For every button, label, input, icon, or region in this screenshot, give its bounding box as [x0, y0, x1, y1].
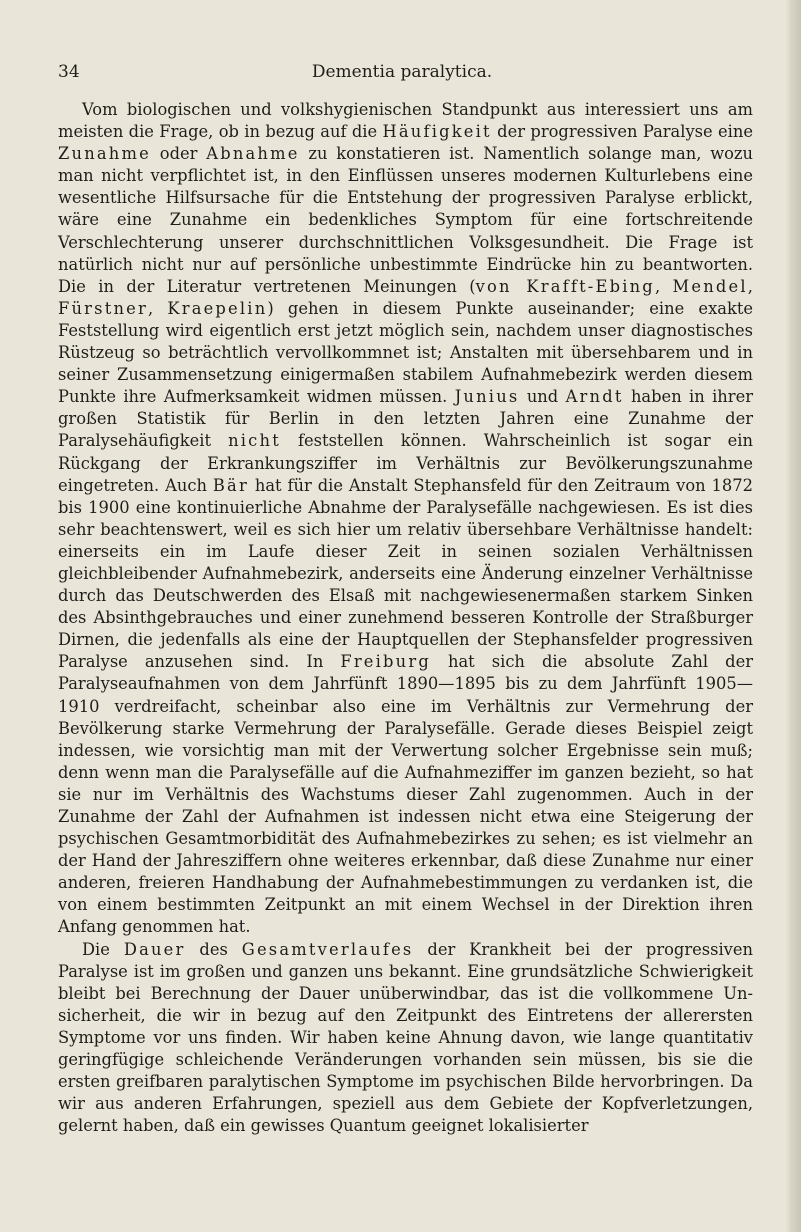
- text-run: zu konstatieren ist. Namentlich solange man, wozu man nicht verpflichtet ist, in den Einflüssen unseres modernen Kulturlebens eine wesentliche Hilfsursache für die Entstehung der progressiven Paralyse erblickt, wäre eine Zunahme ein bedenkliches Symptom für eine fortschreitende Verschlechterung unserer durchschnittlichen Volksgesundheit. Die Frage ist natürlich nicht nur auf persönliche unbestimmte Eindrücke hin zu beantworten. Die in der Literatur vertretenen Meinungen (: [58, 144, 753, 296]
- paragraph: [58, 99, 753, 939]
- text-run: und: [519, 387, 566, 407]
- spaced-emphasis: Junius: [454, 387, 520, 407]
- spaced-emphasis: Freiburg: [340, 652, 431, 672]
- text-run: Die: [82, 939, 124, 959]
- text-run: feststellen können. Wahrscheinlich ist sogar ein Rückgang der Erkrankungsziffer im Verhältnis zur Bevölkerungszunahme eingetreten. Auch: [58, 431, 753, 495]
- spaced-emphasis: Kraepelin: [167, 298, 268, 318]
- paragraph: [58, 939, 753, 1138]
- text-run: der Krankheit bei der progressiven Paralyse ist im großen und ganzen uns bekannt. Eine grundsätzliche Schwierigkeit bleibt bei Berechnung der Dauer unüberwindbar, das ist die vollkommene Unsicherheit, die wir in bezug auf den Zeitpunkt des Eintretens der allerersten Symptome vor uns finden. Wir haben keine Ahnung davon, wie lange quantitativ geringfügige schleichende Veränderungen vorhanden sein müssen, bis sie die ersten greifbaren paralytischen Symptome im psychischen Bilde hervorbringen. Da wir aus anderen Erfahrungen, speziell aus dem Gebiete der Kopfverletzungen, gelernt haben, daß ein gewisses Quantum geeignet lokalisierter: [58, 939, 753, 1136]
- spaced-emphasis: Zunahme: [58, 144, 151, 164]
- spaced-emphasis: Gesamtverlaufes: [241, 939, 414, 959]
- text-run: Vom biologischen und volkshygienischen Standpunkt aus interessiert uns am meisten die Frage, ob in bezug auf die: [58, 100, 753, 142]
- page-number: 34: [58, 62, 80, 82]
- spaced-emphasis: Bär: [212, 475, 249, 495]
- page-header: [58, 62, 746, 86]
- spaced-emphasis: Fürstner: [58, 298, 148, 318]
- text-run: hat für die Anstalt Stephansfeld für den Zeitraum von 1872 bis 1900 eine kontinuierliche Abnahme der Paralysefälle nachgewiesen. Es ist dies sehr beachtenswert, weil es sich hier um relativ übersehbare Verhältnisse handelt: einerseits ein im Laufe dieser Zeit in seinen sozialen Verhältnissen gleichbleibender Aufnahmebezirk, anderseits eine Änderung einzelner Verhältnisse durch das Deutschwerden des Elsaß mit nachgewiesenermaßen starkem Sinken des Absinthgebrauches und einer zunehmend besseren Kontrolle der Straßburger Dirnen, die jedenfalls als eine der Hauptquellen der Stephansfelder progressiven Paralyse anzusehen sind. In: [58, 475, 753, 672]
- spaced-emphasis: Mendel: [672, 276, 748, 296]
- text-run: ) gehen in diesem Punkte auseinander; eine exakte Feststellung wird eigentlich erst jetzt möglich sein, nachdem unser diagnostisches Rüstzeug so beträchtlich vervollkommnet ist; Anstalten mit übersehbarem und in seiner Zusammensetzung einigermaßen stabilem Aufnahmebezirk werden diesem Punkte ihre Aufmerksamkeit widmen müssen.: [58, 298, 753, 407]
- text-run: ,: [747, 276, 753, 296]
- spaced-emphasis: von Krafft-Ebing: [475, 276, 655, 296]
- text-run: ,: [147, 298, 168, 318]
- spaced-emphasis: Dauer: [123, 939, 186, 959]
- text-run: der progressiven Paralyse eine: [491, 122, 753, 142]
- text-run: ,: [654, 276, 673, 296]
- text-run: hat sich die absolute Zahl der Paralyseaufnahmen von dem Jahrfünft 1890—1895 bis zu dem Jahrfünft 1905—1910 verdreifacht, scheinbar also eine im Verhältnis zur Vermehrung der Bevölkerung starke Vermehrung der Paralysefälle. Gerade dieses Beispiel zeigt indessen, wie vorsichtig man mit der Verwertung solcher Ergebnisse sein muß; denn wenn man die Paralysefälle auf die Aufnahmeziffer im ganzen bezieht, so hat sie nur im Verhältnis des Wachstums dieser Zahl zugenommen. Auch in der Zunahme der Zahl der Aufnahmen ist indessen nicht etwa eine Steigerung der psychischen Gesamtmorbidität des Aufnahmebezirkes zu sehen; es ist vielmehr an der Hand der Jahresziffern ohne weiteres erkennbar, daß diese Zunahme nur einer anderen, freieren Handhabung der Aufnahmebestimmungen zu verdanken ist, die von einem bestimmten Zeitpunkt an mit einem Wechsel in der Direktion ihren Anfang genommen hat.: [58, 652, 753, 937]
- text-run: oder: [150, 144, 207, 164]
- text-run: haben in ihrer großen Statistik für Berlin in den letzten Jahren eine Zunahme der Paralysehäufigkeit: [58, 387, 753, 451]
- body-text: [58, 99, 753, 1137]
- page-edge-shadow: [785, 0, 801, 1232]
- spaced-emphasis: Abnahme: [206, 144, 300, 164]
- running-head: Dementia paralytica.: [311, 62, 493, 82]
- spaced-emphasis: Häufigkeit: [382, 122, 492, 142]
- spaced-emphasis: nicht: [228, 431, 281, 451]
- spaced-emphasis: Arndt: [565, 387, 624, 407]
- text-run: des: [185, 939, 242, 959]
